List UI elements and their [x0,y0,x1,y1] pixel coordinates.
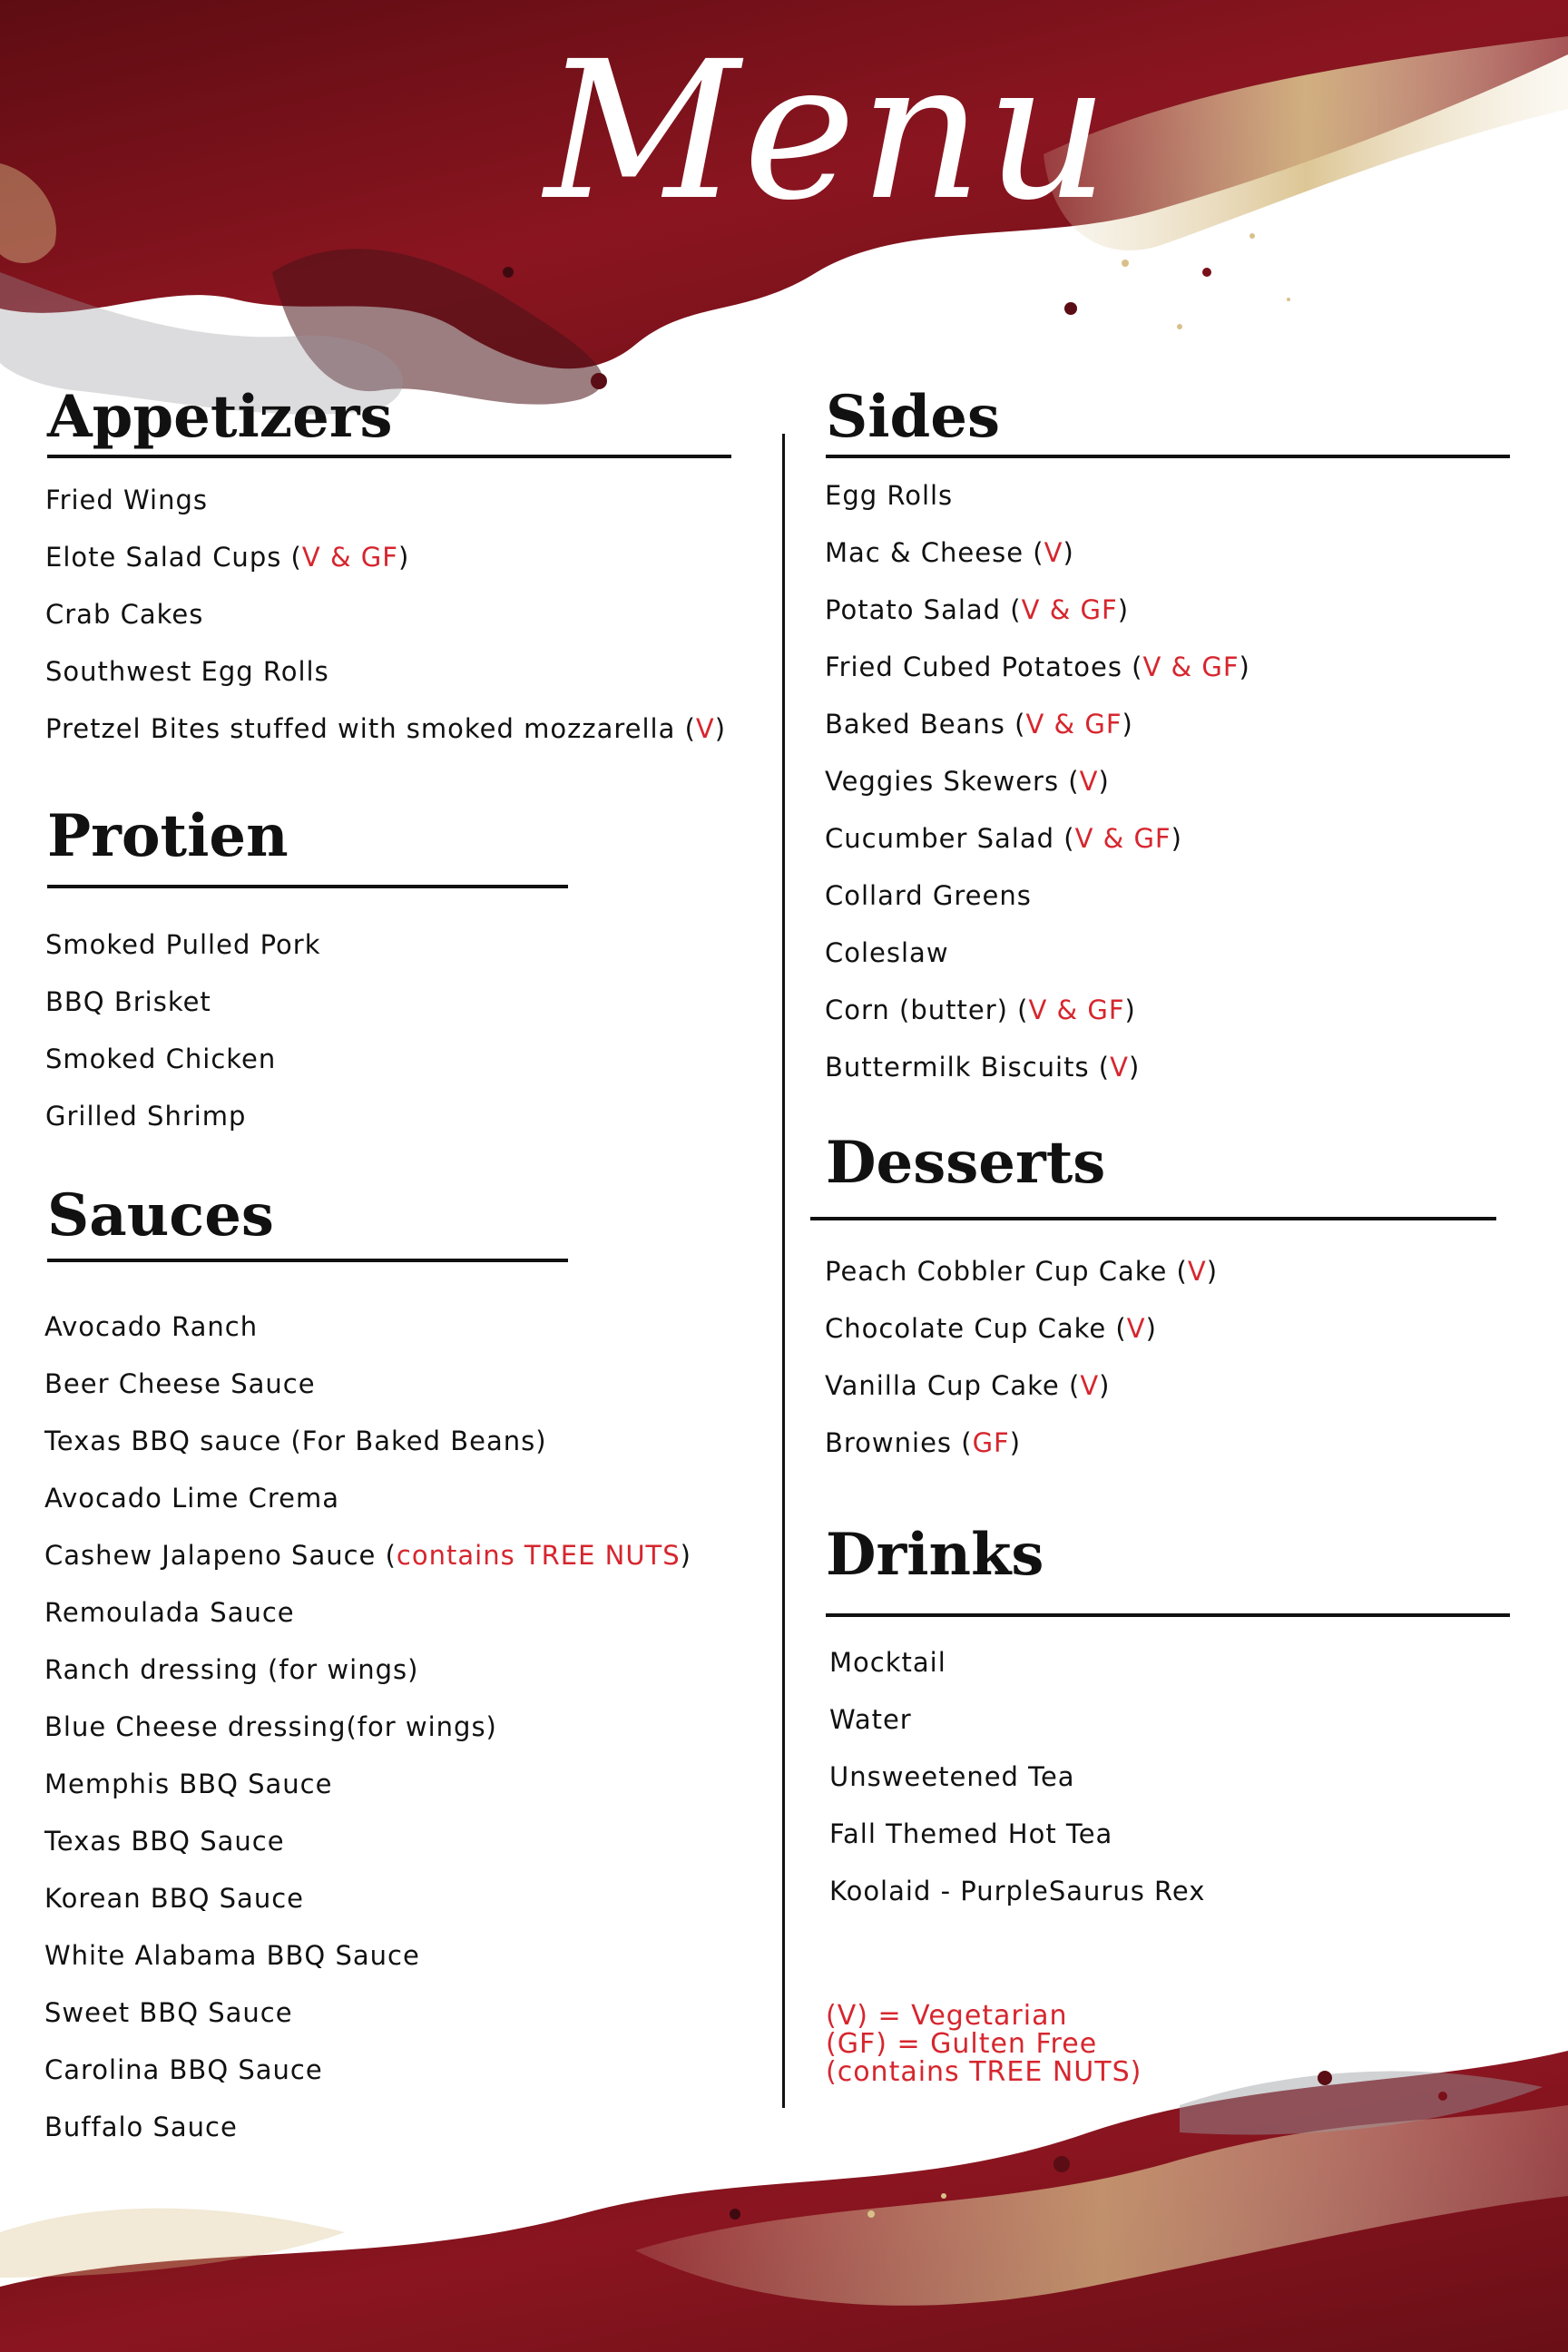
menu-item [45,1100,320,1157]
menu-item-name: Sweet BBQ Sauce [44,1997,293,2028]
drinks-heading: Drinks [826,1521,1044,1589]
menu-item-name: White Alabama BBQ Sauce [44,1940,420,1971]
menu-title: Menu [544,20,1112,242]
menu-item-name: Cucumber Salad [825,823,1055,854]
menu-item-name: Corn (butter) [825,995,1008,1025]
menu-item-name: Water [829,1704,912,1735]
legend-tree-nuts: (contains TREE NUTS) [826,2056,1142,2088]
menu-item-name: Fried Cubed Potatoes [825,652,1122,682]
menu-item-name: Avocado Ranch [44,1311,259,1342]
desserts-heading: Desserts [826,1129,1106,1197]
menu-item [44,1939,691,1996]
menu-item: Veggies Skewers (V) [825,766,1110,797]
sides-list [825,479,1250,1108]
menu-item [44,1596,691,1653]
menu-item: Baked Beans (V & GF) [825,709,1133,740]
menu-item-name: Buffalo Sauce [44,2112,238,2142]
menu-item [45,928,320,985]
menu-item-name: Memphis BBQ Sauce [44,1769,333,1799]
dietary-tag: V [1187,1256,1207,1287]
menu-item-name: Smoked Pulled Pork [45,929,321,960]
menu-item [829,1875,1205,1932]
menu-item: Cucumber Salad (V & GF) [825,823,1182,854]
menu-item [44,1653,691,1710]
menu-item [829,1703,1205,1760]
menu-item [44,2053,691,2111]
sides-heading: Sides [826,383,1001,451]
menu-item [829,1760,1205,1818]
menu-item-name: Southwest Egg Rolls [45,656,329,687]
dietary-tag: V & GF [1142,652,1240,682]
menu-item-name: Avocado Lime Crema [44,1483,340,1514]
menu-item-name: Fried Wings [45,485,209,515]
dietary-tag: V [1126,1313,1146,1344]
menu-item [45,985,320,1043]
menu-item [829,1646,1205,1703]
menu-item [829,1818,1205,1875]
menu-item-name: Unsweetened Tea [829,1761,1075,1792]
dietary-legend [826,2002,1142,2086]
sauces-list [44,1310,691,2168]
menu-item-name: Chocolate Cup Cake [825,1313,1107,1344]
drinks-list [829,1646,1205,1932]
dietary-tag: V & GF [301,542,398,573]
menu-item: Buttermilk Biscuits (V) [825,1052,1141,1083]
menu-item-name: Peach Cobbler Cup Cake [825,1256,1168,1287]
dietary-tag: V [1044,537,1063,568]
menu-item-name: Texas BBQ sauce (For Baked Beans) [44,1426,547,1456]
menu-item: Potato Salad (V & GF) [825,594,1130,625]
menu-item-name: Baked Beans [825,709,1005,740]
appetizers-rule [47,455,731,458]
menu-item [45,484,726,541]
menu-item [45,655,726,712]
sauces-rule [47,1259,568,1262]
dietary-tag: V & GF [1074,823,1171,854]
menu-item-name: Veggies Skewers [825,766,1060,797]
menu-item: Chocolate Cup Cake (V) [825,1313,1157,1344]
menu-item: Cashew Jalapeno Sauce (contains TREE NUTS) [44,1540,691,1571]
menu-item: Peach Cobbler Cup Cake (V) [825,1256,1219,1287]
column-divider [782,434,785,2108]
menu-item [44,1310,691,1367]
menu-item: Fried Cubed Potatoes (V & GF) [825,652,1250,682]
appetizers-list [45,484,726,769]
menu-item-name: Egg Rolls [825,480,954,511]
menu-item: Vanilla Cup Cake (V) [825,1370,1111,1401]
menu-item-name: Texas BBQ Sauce [44,1826,285,1857]
sides-rule [826,455,1510,458]
menu-item [825,879,1250,936]
menu-item [44,2111,691,2168]
menu-item [44,1482,691,1539]
menu-item-name: Blue Cheese dressing(for wings) [44,1711,497,1742]
desserts-list [825,1255,1218,1484]
menu-item-name: BBQ Brisket [45,986,211,1017]
menu-item-name: Buttermilk Biscuits [825,1052,1090,1083]
dietary-tag: V & GF [1028,995,1125,1025]
menu-item: Brownies (GF) [825,1427,1022,1458]
dietary-tag: V [1110,1052,1129,1083]
menu-item [44,1768,691,1825]
protien-rule [47,885,568,888]
protien-list [45,928,320,1157]
dietary-tag: V [695,713,715,744]
menu-item-name: Collard Greens [825,880,1032,911]
dietary-tag: V [1080,1370,1100,1401]
menu-item [44,1825,691,1882]
sauces-heading: Sauces [47,1181,274,1250]
menu-item-name: Remoulada Sauce [44,1597,295,1628]
legend-vegetarian: (V) = Vegetarian [826,2000,1068,2032]
menu-item [45,598,726,655]
desserts-rule [810,1217,1496,1220]
appetizers-heading: Appetizers [47,383,393,451]
menu-item [45,1043,320,1100]
menu-item [44,1996,691,2053]
menu-item: Corn (butter) (V & GF) [825,995,1136,1025]
dietary-tag: V & GF [1025,709,1122,740]
menu-item-name: Fall Themed Hot Tea [829,1818,1113,1849]
menu-item-name: Koolaid - PurpleSaurus Rex [829,1876,1206,1906]
menu-item-name: Pretzel Bites stuffed with smoked mozzarella [45,713,676,744]
menu-item [825,479,1250,536]
menu-item [44,1882,691,1939]
menu-item-name: Cashew Jalapeno Sauce [44,1540,377,1571]
menu-item-name: Vanilla Cup Cake [825,1370,1060,1401]
dietary-tag: V & GF [1021,594,1118,625]
menu-item [44,1710,691,1768]
dietary-tag: GF [972,1427,1010,1458]
menu-item-name: Elote Salad Cups [45,542,282,573]
menu-item-name: Potato Salad [825,594,1002,625]
menu-item-name: Korean BBQ Sauce [44,1883,304,1914]
dietary-tag: contains TREE NUTS [396,1540,681,1571]
menu-item-name: Smoked Chicken [45,1044,277,1074]
drinks-rule [826,1613,1510,1617]
menu-item: Pretzel Bites stuffed with smoked mozzarella (V) [45,713,727,744]
menu-item-name: Crab Cakes [45,599,204,630]
menu-item-name: Beer Cheese Sauce [44,1368,316,1399]
menu-item-name: Brownies [825,1427,953,1458]
menu-item-name: Grilled Shrimp [45,1101,247,1132]
menu-item: Elote Salad Cups (V & GF) [45,542,410,573]
protien-heading: Protien [47,802,289,870]
menu-item [44,1425,691,1482]
menu-item [44,1367,691,1425]
menu-item-name: Coleslaw [825,937,949,968]
menu-item-name: Ranch dressing (for wings) [44,1654,419,1685]
legend-gluten-free: (GF) = Gulten Free [826,2028,1098,2060]
menu-item-name: Carolina BBQ Sauce [44,2054,323,2085]
dietary-tag: V [1079,766,1099,797]
menu-item-name: Mac & Cheese [825,537,1024,568]
menu-item-name: Mocktail [829,1647,946,1678]
menu-item: Mac & Cheese (V) [825,537,1074,568]
menu-item [825,936,1250,994]
